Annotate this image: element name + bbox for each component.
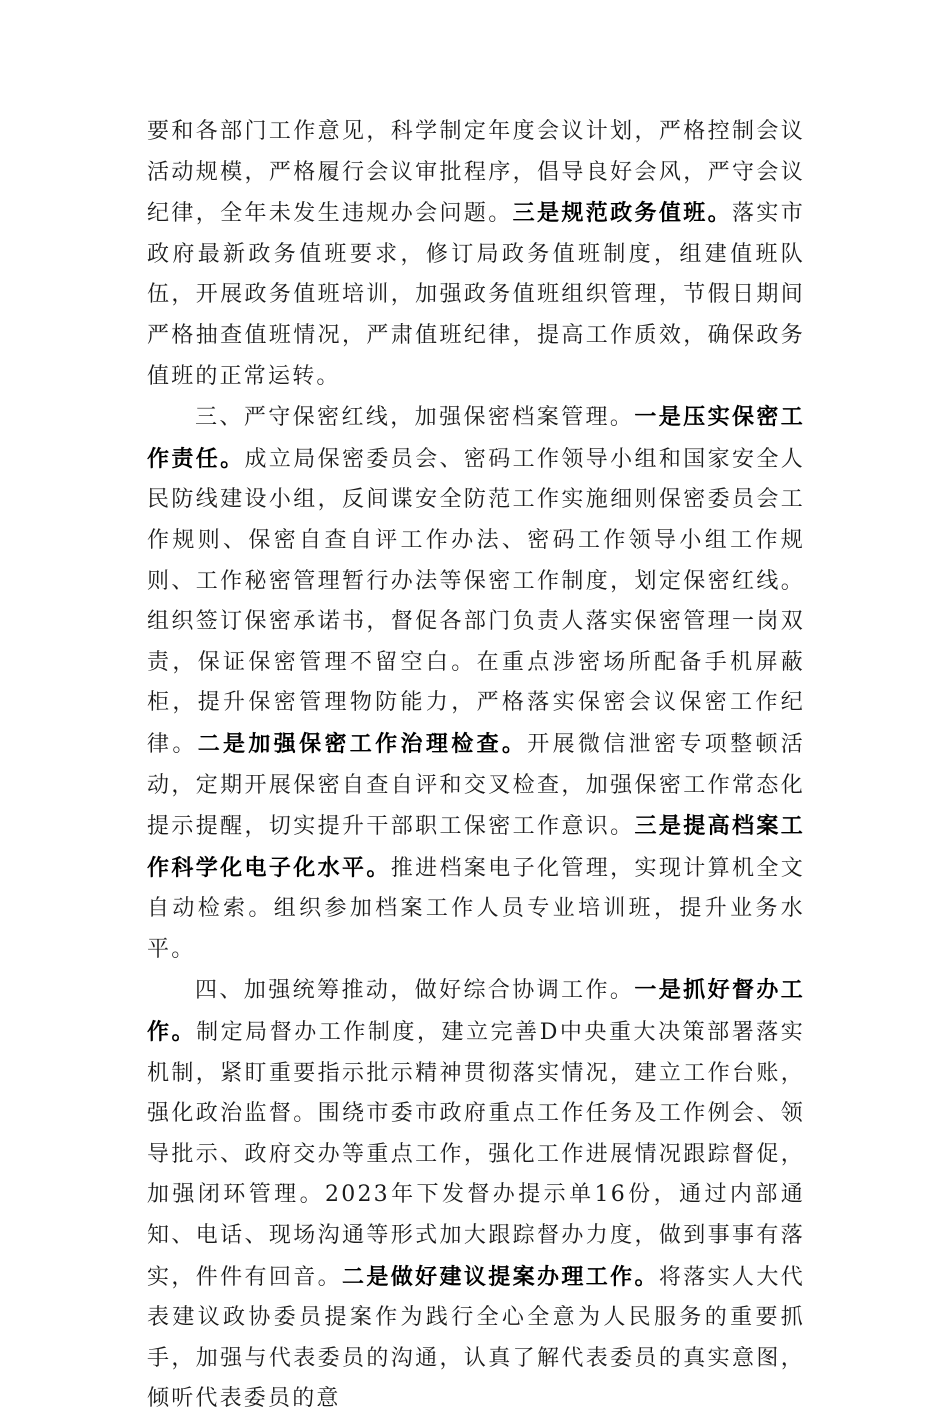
section-heading: 三、严守保密红线，加强保密档案管理。 <box>195 405 635 431</box>
paragraph-meetings-and-duty <box>147 112 805 397</box>
section-heading: 四、加强统筹推动，做好综合协调工作。 <box>195 978 635 1004</box>
paragraph-text: 将落实人大代表建议政协委员提案作为践行全心全意为人民服务的重要抓手，加强与代表委员的沟通，认真了解代表委员的真实意图，倾听代表委员的意 <box>147 1264 805 1412</box>
paragraph-text: 落实市政府最新政务值班要求，修订局政务值班制度，组建值班队伍，开展政务值班培训，加强政务值班组织管理，节假日期间严格抽查值班情况，严肃值班纪律，提高工作质效，确保政务值班的正常运转。 <box>147 201 805 389</box>
bold-heading-inspection: 二是加强保密工作治理检查。 <box>197 730 528 757</box>
paragraph-text: 要和各部门工作意见，科学制定年度会议计划，严格控制会议活动规模，严格履行会议审批程序，倡导良好会风，严守会议纪律，全年未发生违规办会问题。 <box>147 119 805 227</box>
paragraph-text: 推进档案电子化管理，实现计算机全文自动检索。组织参加档案工作人员专业培训班，提升业务水平。 <box>147 855 805 962</box>
bold-heading-responsibility: 一是压实保密工作责任。 <box>147 404 805 472</box>
paragraph-text: 制定局督办工作制度，建立完善D中央重大决策部署落实机制，紧盯重要指示批示精神贯彻落实情况，建立工作台账，强化政治监督。围绕市委市政府重点工作任务及工作例会、领导批示、政府交办等重点工作，强化工作进展情况跟踪督促，加强闭环管理。2023年下发督办提示单16份，通过内部通知、电话、现场沟通等形式加大跟踪督办力度，做到事事有落实，件件有回音。 <box>147 1020 805 1290</box>
bold-heading-archives: 三是提高档案工作科学化电子化水平。 <box>147 813 805 881</box>
bold-heading-proposals: 二是做好建议提案办理工作。 <box>342 1263 659 1290</box>
bold-heading-supervision: 一是抓好督办工作。 <box>147 977 805 1046</box>
bold-heading-duty: 三是规范政务值班。 <box>512 200 733 227</box>
paragraph-text: 开展微信泄密专项整顿活动，定期开展保密自查自评和交叉检查，加强保密工作常态化提示提醒，切实提升干部职工保密工作意识。 <box>147 731 805 840</box>
document-body <box>147 112 805 1420</box>
paragraph-section-three-confidentiality <box>147 397 805 970</box>
paragraph-text: 成立局保密委员会、密码工作领导小组和国家安全人民防线建设小组，反间谍安全防范工作实施细则保密委员会工作规则、保密自查自评工作办法、密码工作领导小组工作规则、工作秘密管理暂行办法等保密工作制度，划定保密红线。组织签订保密承诺书，督促各部门负责人落实保密管理一岗双责，保证保密管理不留空白。在重点涉密场所配备手机屏蔽柜，提升保密管理物防能力，严格落实保密会议保密工作纪律。 <box>147 446 805 757</box>
paragraph-section-four-coordination <box>147 970 805 1420</box>
